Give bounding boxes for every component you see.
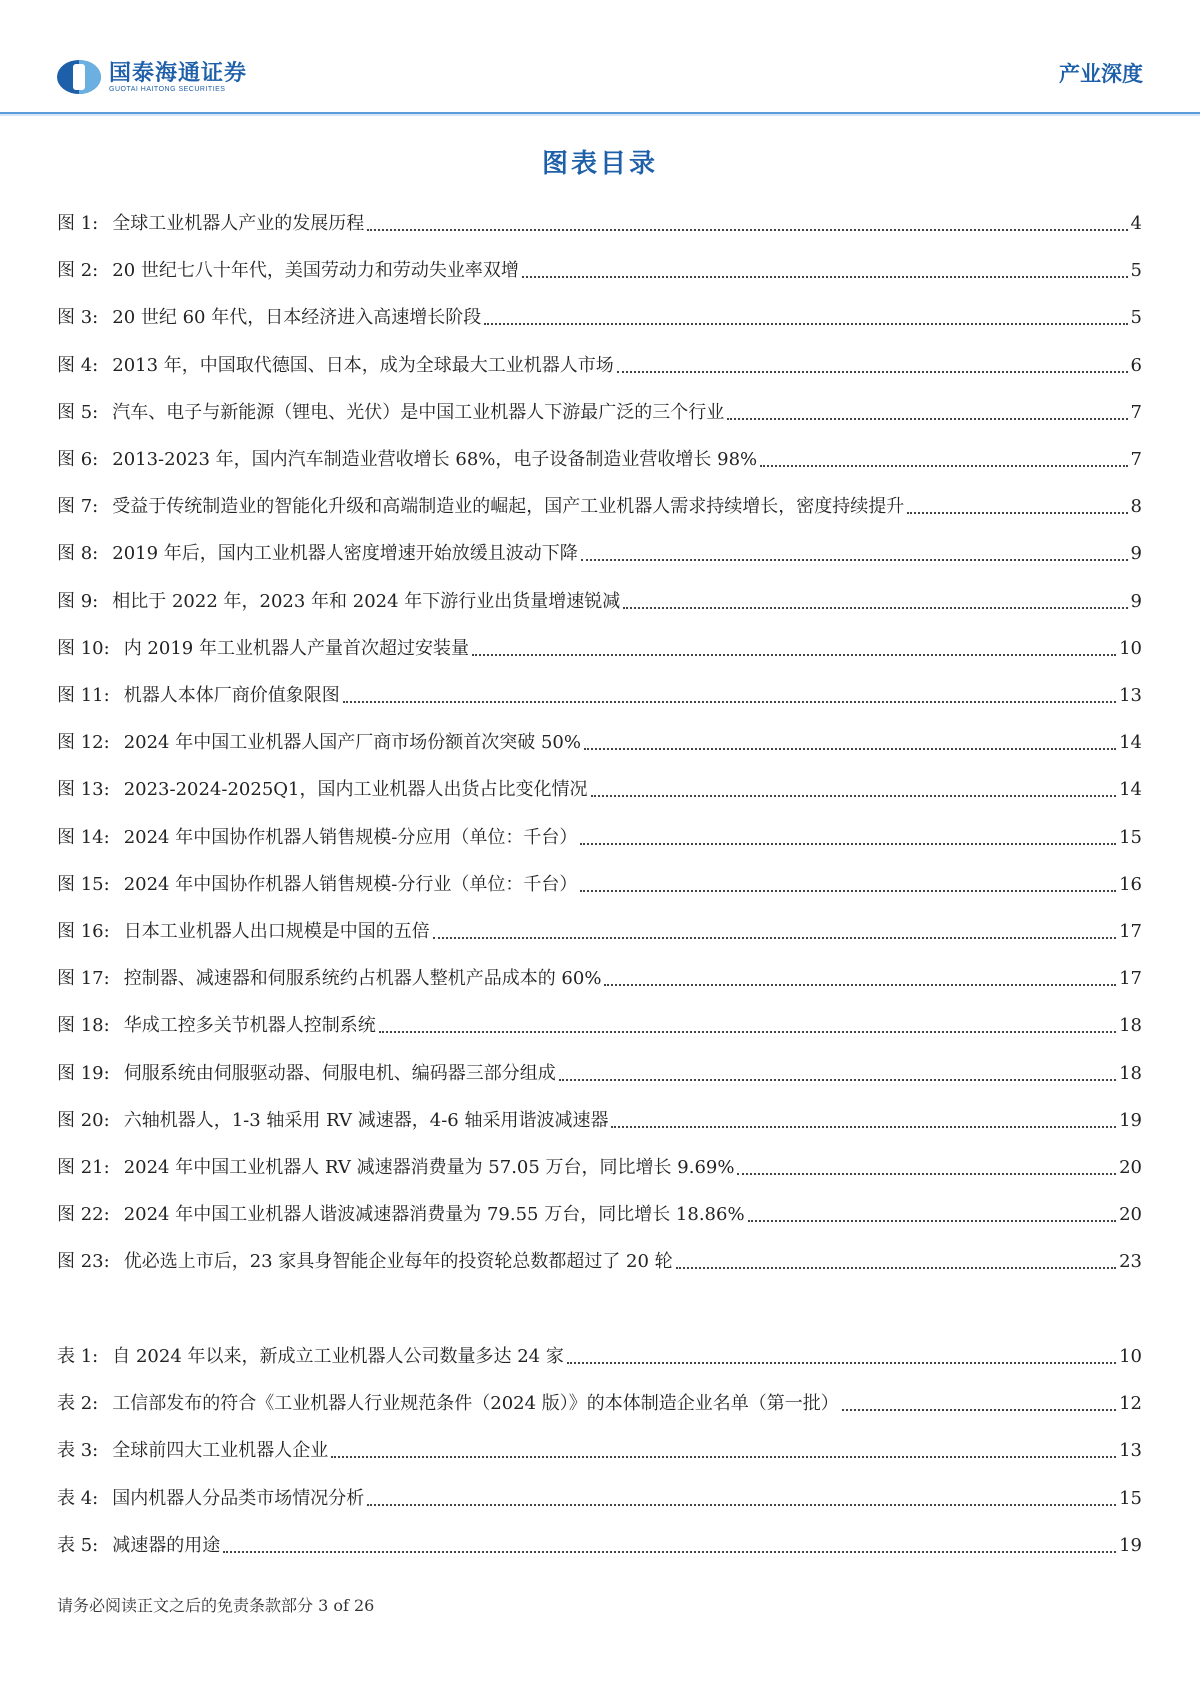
entry-label: 图 18:	[57, 1015, 110, 1037]
entry-title: 全球前四大工业机器人企业	[112, 1440, 329, 1462]
entry-title: 相比于 2022 年，2023 年和 2024 年下游行业出货量增速锐减	[112, 590, 621, 612]
entry-label: 图 19:	[57, 1062, 110, 1084]
dot-leader	[727, 418, 1127, 420]
entry-title: 日本工业机器人出口规模是中国的五倍	[123, 921, 430, 942]
entry-label: 图 11:	[57, 685, 110, 706]
figure-entry[interactable]	[57, 917, 1142, 947]
entry-page: 15	[1119, 1487, 1142, 1509]
entry-title: 汽车、电子与新能源（锂电、光伏）是中国工业机器人下游最广泛的三个行业	[112, 401, 725, 423]
entry-title: 优必选上市后，23 家具身智能企业每年的投资轮总数都超过了 20 轮	[123, 1251, 673, 1273]
figure-entry[interactable]	[57, 870, 1142, 900]
figure-entry[interactable]	[57, 1153, 1142, 1183]
entry-label: 图 22:	[57, 1204, 110, 1226]
entry-title: 自 2024 年以来，新成立工业机器人公司数量多达 24 家	[112, 1346, 564, 1367]
entry-title: 2024 年中国工业机器人国产厂商市场份额首次突破 50%	[123, 732, 581, 754]
entry-title: 控制器、减速器和伺服系统约占机器人整机产品成本的 60%	[123, 968, 602, 990]
entry-label: 图 12:	[57, 732, 110, 754]
table-entry[interactable]	[57, 1389, 1142, 1419]
entry-label: 图 14:	[57, 826, 110, 848]
entry-label: 图 7:	[57, 496, 99, 518]
figure-entry[interactable]	[57, 539, 1142, 569]
entry-label: 图 21:	[57, 1157, 110, 1178]
figure-entry[interactable]	[57, 1059, 1142, 1089]
entry-label: 图 20:	[57, 1109, 110, 1131]
entry-page: 9	[1130, 590, 1142, 612]
figure-entry[interactable]	[57, 398, 1142, 428]
figure-entry[interactable]	[57, 492, 1142, 522]
entry-title: 机器人本体厂商价值象限图	[123, 685, 340, 706]
figure-entry[interactable]	[57, 1106, 1142, 1136]
entry-label: 图 23:	[57, 1251, 110, 1273]
figure-entry[interactable]	[57, 256, 1142, 286]
dot-leader	[472, 654, 1116, 656]
logo-icon	[57, 60, 101, 94]
entry-page: 20	[1119, 1157, 1142, 1178]
entry-label: 图 8:	[57, 543, 99, 565]
entry-title: 全球工业机器人产业的发展历程	[112, 213, 365, 234]
entry-label: 表 1:	[57, 1346, 99, 1367]
dot-leader	[907, 512, 1127, 514]
page-footer: 请务必阅读正文之后的免责条款部分 3 of 26	[57, 1596, 375, 1615]
dot-leader	[367, 1504, 1116, 1506]
table-entry[interactable]	[57, 1436, 1142, 1466]
entry-page: 17	[1119, 968, 1142, 990]
entry-label: 图 3:	[57, 307, 99, 329]
dot-leader	[367, 229, 1127, 231]
figure-entry[interactable]	[57, 728, 1142, 758]
dot-leader	[433, 937, 1116, 939]
entry-title: 减速器的用途	[112, 1534, 221, 1556]
dot-leader	[737, 1173, 1116, 1175]
entry-title: 2024 年中国工业机器人 RV 减速器消费量为 57.05 万台，同比增长 9.69%	[123, 1157, 735, 1178]
entry-label: 图 15:	[57, 873, 110, 895]
entry-label: 图 17:	[57, 968, 110, 990]
dot-leader	[484, 323, 1127, 325]
entry-title: 工信部发布的符合《工业机器人行业规范条件（2024 版）》的本体制造企业名单（第一批）	[112, 1393, 839, 1415]
entry-label: 表 4:	[57, 1487, 99, 1509]
dot-leader	[842, 1409, 1116, 1411]
entry-title: 伺服系统由伺服驱动器、伺服电机、编码器三部分组成	[123, 1062, 556, 1084]
dot-leader	[623, 607, 1127, 609]
figure-entry[interactable]	[57, 445, 1142, 475]
entry-page: 15	[1119, 826, 1142, 848]
entry-title: 2023-2024-2025Q1，国内工业机器人出货占比变化情况	[123, 779, 588, 801]
entry-title: 华成工控多关节机器人控制系统	[123, 1015, 376, 1037]
entry-label: 表 3:	[57, 1440, 99, 1462]
figure-entry[interactable]	[57, 209, 1142, 239]
entry-page: 20	[1119, 1204, 1142, 1226]
entry-title: 受益于传统制造业的智能化升级和高端制造业的崛起，国产工业机器人需求持续增长，密度持续提升	[112, 496, 905, 518]
entry-page: 19	[1119, 1534, 1142, 1556]
entry-page: 5	[1130, 307, 1142, 329]
entry-label: 图 6:	[57, 449, 99, 470]
entry-page: 6	[1130, 354, 1142, 376]
table-entry[interactable]	[57, 1531, 1142, 1561]
dot-leader	[584, 748, 1116, 750]
entry-label: 图 10:	[57, 637, 110, 659]
entry-page: 10	[1119, 637, 1142, 659]
entry-label: 图 2:	[57, 260, 99, 282]
dot-leader	[331, 1456, 1116, 1458]
entry-title: 2024 年中国协作机器人销售规模-分应用（单位：千台）	[123, 826, 578, 848]
dot-leader	[580, 890, 1116, 892]
entry-title: 2013-2023 年，国内汽车制造业营收增长 68%，电子设备制造业营收增长 98%	[112, 449, 758, 470]
dot-leader	[748, 1220, 1117, 1222]
figure-entry[interactable]	[57, 964, 1142, 994]
entry-label: 图 13:	[57, 779, 110, 801]
figure-entry[interactable]	[57, 1200, 1142, 1230]
entry-label: 图 4:	[57, 354, 99, 376]
dot-leader	[591, 795, 1117, 797]
entry-title: 2024 年中国协作机器人销售规模-分行业（单位：千台）	[123, 873, 578, 895]
figure-entry[interactable]	[57, 1011, 1142, 1041]
dot-leader	[223, 1551, 1116, 1553]
entry-page: 17	[1119, 921, 1142, 942]
dot-leader	[567, 1362, 1116, 1364]
entry-label: 表 5:	[57, 1534, 99, 1556]
figure-entry[interactable]	[57, 634, 1142, 664]
entry-page: 14	[1119, 732, 1142, 754]
dot-leader	[611, 1126, 1116, 1128]
entry-page: 12	[1119, 1393, 1142, 1415]
entry-title: 内 2019 年工业机器人产量首次超过安装量	[123, 637, 469, 659]
entry-page: 13	[1119, 685, 1142, 706]
figure-entry[interactable]	[57, 681, 1142, 711]
entry-page: 18	[1119, 1062, 1142, 1084]
table-entry[interactable]	[57, 1484, 1142, 1514]
entry-label: 图 1:	[57, 213, 99, 234]
entry-title: 六轴机器人，1-3 轴采用 RV 减速器，4-6 轴采用谐波减速器	[123, 1109, 609, 1131]
entry-title: 2024 年中国工业机器人谐波减速器消费量为 79.55 万台，同比增长 18.86%	[123, 1204, 745, 1226]
entry-page: 8	[1130, 496, 1142, 518]
entry-page: 4	[1130, 213, 1142, 234]
dot-leader	[580, 843, 1116, 845]
figure-entry[interactable]	[57, 587, 1142, 617]
entry-label: 表 2:	[57, 1393, 99, 1415]
logo-name-en: GUOTAI HAITONG SECURITIES	[109, 85, 226, 93]
entry-page: 5	[1130, 260, 1142, 282]
entry-page: 14	[1119, 779, 1142, 801]
entry-label: 图 9:	[57, 590, 99, 612]
figure-entry[interactable]	[57, 823, 1142, 853]
logo-name-cn: 国泰海通证券	[109, 60, 248, 86]
figure-entry[interactable]	[57, 303, 1142, 333]
entry-label: 图 16:	[57, 921, 110, 942]
figure-entry[interactable]	[57, 775, 1142, 805]
page-header	[0, 0, 1200, 115]
entry-page: 7	[1130, 449, 1142, 470]
page-title: 图表目录	[541, 149, 658, 179]
entry-page: 13	[1119, 1440, 1142, 1462]
dot-leader	[581, 559, 1128, 561]
dot-leader	[617, 371, 1128, 373]
dot-leader	[604, 984, 1116, 986]
dot-leader	[760, 465, 1127, 467]
entry-title: 2019 年后，国内工业机器人密度增速开始放缓且波动下降	[112, 543, 578, 565]
entry-page: 16	[1119, 873, 1142, 895]
header-divider-shadow	[0, 114, 1200, 116]
figure-entry[interactable]	[57, 1247, 1142, 1277]
document-type: 产业深度	[1059, 62, 1143, 86]
entry-title: 20 世纪 60 年代，日本经济进入高速增长阶段	[112, 307, 482, 329]
entry-title: 20 世纪七八十年代，美国劳动力和劳动失业率双增	[112, 260, 519, 282]
dot-leader	[522, 276, 1128, 278]
entry-label: 图 5:	[57, 401, 99, 423]
dot-leader	[559, 1079, 1116, 1081]
entry-page: 7	[1130, 401, 1142, 423]
entry-page: 19	[1119, 1109, 1142, 1131]
company-logo	[57, 60, 247, 94]
dot-leader	[379, 1031, 1116, 1033]
dot-leader	[676, 1267, 1116, 1269]
entry-page: 23	[1119, 1251, 1142, 1273]
entry-page: 9	[1130, 543, 1142, 565]
dot-leader	[343, 701, 1116, 703]
entry-page: 18	[1119, 1015, 1142, 1037]
entry-title: 2013 年，中国取代德国、日本，成为全球最大工业机器人市场	[112, 354, 614, 376]
figure-entry[interactable]	[57, 351, 1142, 381]
entry-title: 国内机器人分品类市场情况分析	[112, 1487, 365, 1509]
entry-page: 10	[1119, 1346, 1142, 1367]
table-entry[interactable]	[57, 1342, 1142, 1372]
